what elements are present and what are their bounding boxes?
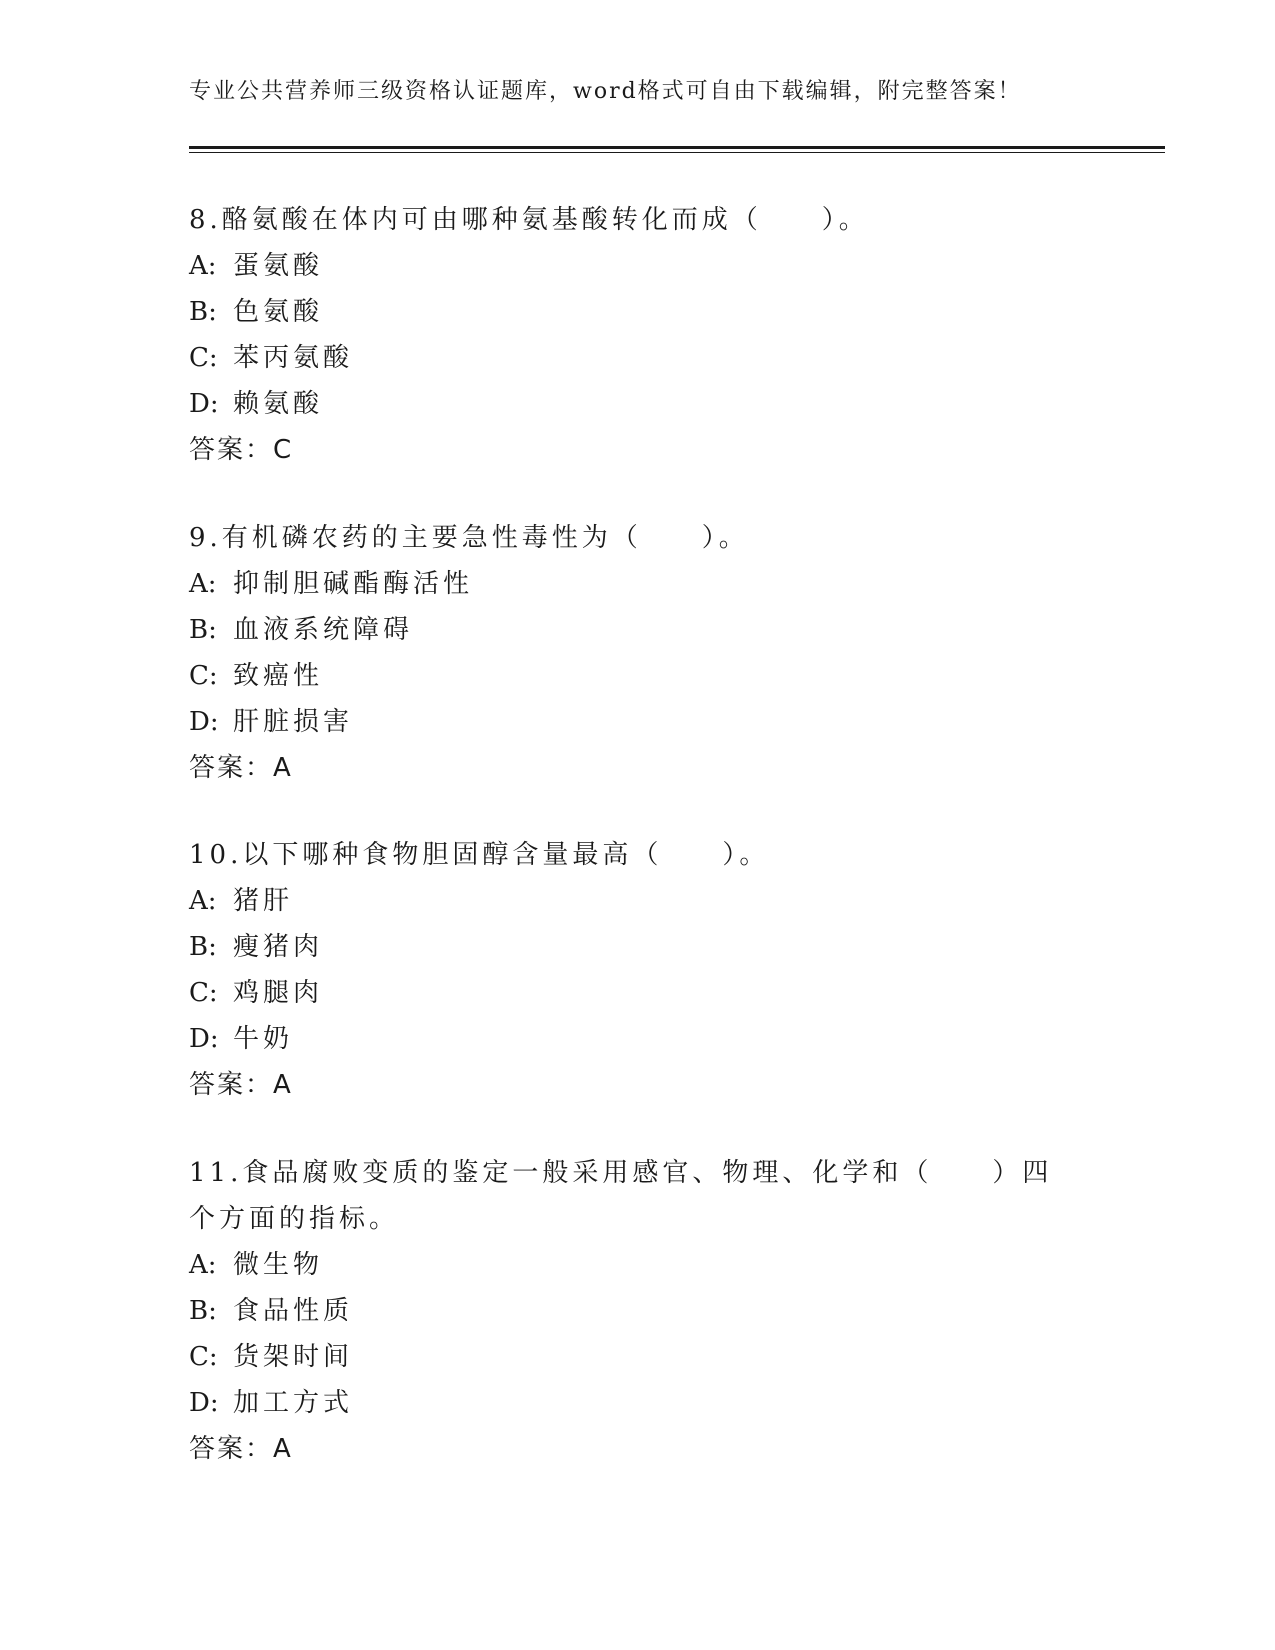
option-d (189, 1380, 1059, 1426)
option-text: 抑制胆碱酯酶活性 (233, 569, 474, 599)
question-text: 8.酪氨酸在体内可由哪种氨基酸转化而成（ ）。 (189, 205, 869, 235)
option-c (189, 335, 1089, 381)
option-c (189, 653, 1089, 699)
option-letter: A: (189, 251, 217, 281)
option-text: 血液系统障碍 (233, 615, 414, 645)
question-text: 10.以下哪种食物胆固醇含量最高（ ）。 (189, 840, 770, 870)
question-text: 11.食品腐败变质的鉴定一般采用感官、物理、化学和（ ）四个方面的指标。 (189, 1158, 1053, 1234)
option-letter: A: (189, 569, 217, 599)
option-text: 瘦猪肉 (233, 932, 324, 962)
option-text: 微生物 (233, 1250, 324, 1280)
option-letter: D: (189, 1388, 219, 1418)
option-text: 牛奶 (233, 1024, 294, 1054)
option-text: 货架时间 (233, 1342, 354, 1372)
option-d (189, 699, 1089, 745)
option-letter: C: (189, 1342, 218, 1372)
option-c (189, 1334, 1059, 1380)
option-b (189, 924, 1089, 970)
option-text: 食品性质 (233, 1296, 354, 1326)
option-c (189, 970, 1089, 1016)
option-a (189, 243, 1089, 289)
question-9 (189, 515, 1089, 791)
answer-line: 答案：A (189, 753, 293, 783)
option-text: 色氨酸 (233, 297, 324, 327)
option-letter: C: (189, 343, 218, 373)
option-letter: D: (189, 389, 219, 419)
option-letter: A: (189, 886, 217, 916)
header-rule-thick (189, 146, 1165, 149)
option-letter: B: (189, 615, 217, 645)
option-letter: B: (189, 1296, 217, 1326)
option-a (189, 561, 1089, 607)
option-letter: B: (189, 932, 217, 962)
page-header: 专业公共营养师三级资格认证题库，word格式可自由下载编辑，附完整答案！ (189, 79, 1022, 104)
option-letter: C: (189, 661, 218, 691)
option-letter: A: (189, 1250, 217, 1280)
option-letter: B: (189, 297, 217, 327)
question-8 (189, 197, 1089, 473)
option-text: 鸡腿肉 (233, 978, 324, 1008)
option-text: 苯丙氨酸 (233, 343, 354, 373)
option-text: 猪肝 (233, 886, 294, 916)
option-b (189, 289, 1089, 335)
option-letter: D: (189, 707, 219, 737)
option-b (189, 1288, 1059, 1334)
option-letter: C: (189, 978, 218, 1008)
question-10 (189, 832, 1089, 1108)
option-a (189, 878, 1089, 924)
answer-line: 答案：C (189, 435, 294, 465)
question-11 (189, 1150, 1059, 1472)
option-text: 加工方式 (233, 1388, 354, 1418)
answer-line: 答案：A (189, 1434, 293, 1464)
option-d (189, 1016, 1089, 1062)
option-text: 蛋氨酸 (233, 251, 324, 281)
header-rule-thin (189, 152, 1165, 153)
question-text: 9.有机磷农药的主要急性毒性为（ ）。 (189, 523, 749, 553)
option-text: 肝脏损害 (233, 707, 354, 737)
option-a (189, 1242, 1059, 1288)
answer-line: 答案：A (189, 1070, 293, 1100)
option-text: 致癌性 (233, 661, 324, 691)
option-letter: D: (189, 1024, 219, 1054)
option-b (189, 607, 1089, 653)
option-d (189, 381, 1089, 427)
option-text: 赖氨酸 (233, 389, 324, 419)
